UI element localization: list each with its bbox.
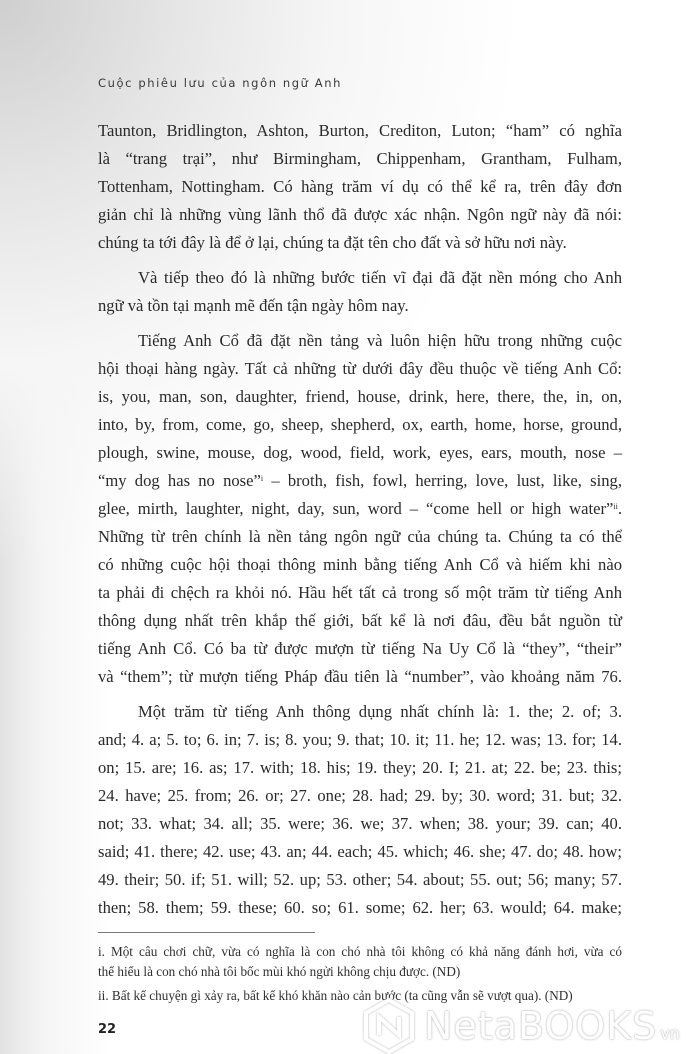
body-line: ta phải đi chệch ra khỏi nó. Hầu hết tất cả trong số một trăm từ tiếng Anh xyxy=(98,583,622,602)
body-line: then; 58. them; 59. these; 60. so; 61. some; 62. her; 63. would; 64. make; xyxy=(98,898,622,917)
footnote-ii: ii. Bất kể chuyện gì xảy ra, bất kể khó khăn nào cản bước (ta cũng vẫn sẽ vượt qua). (ND) xyxy=(98,988,573,1003)
netabooks-logo-icon xyxy=(362,997,416,1054)
netabooks-watermark xyxy=(362,996,692,1054)
body-line: and; 4. a; 5. to; 6. in; 7. is; 8. you; 9. that; 10. it; 11. he; 12. was; 13. for; 14. xyxy=(98,730,622,749)
body-line: tiếng Anh Cổ. Có ba từ được mượn từ tiếng Na Uy Cổ là “they”, “their” xyxy=(98,639,622,658)
body-line: ngữ và tồn tại mạnh mẽ đến tận ngày hôm nay. xyxy=(98,296,409,315)
body-text: . xyxy=(617,499,622,518)
body-line: said; 41. there; 42. use; 43. an; 44. each; 45. which; 46. she; 47. do; 48. how; xyxy=(98,842,622,861)
body-line: Và tiếp theo đó là những bước tiến vĩ đại đã đặt nền móng cho Anh xyxy=(138,268,622,287)
body-line: là “trang trại”, như Birmingham, Chippenham, Grantham, Fulham, xyxy=(98,149,622,168)
body-line: Một trăm từ tiếng Anh thông dụng nhất chính là: 1. the; 2. of; 3. xyxy=(138,702,622,721)
body-line: Tottenham, Nottingham. Có hàng trăm ví dụ có thể kể ra, trên đây đơn xyxy=(98,177,622,196)
footnote-ref-ii[interactable]: ii xyxy=(613,502,618,511)
body-line: Taunton, Bridlington, Ashton, Burton, Crediton, Luton; “ham” có nghĩa xyxy=(98,121,622,140)
body-line xyxy=(98,471,622,491)
footnote-i-line: thể hiểu là con chó nhà tôi bốc mùi khó ngửi không chịu được. (ND) xyxy=(98,964,461,979)
watermark-tld: vn xyxy=(660,1023,680,1043)
body-line: on; 15. are; 16. as; 17. with; 18. his; 19. they; 20. I; 21. at; 22. be; 23. this; xyxy=(98,758,622,777)
body-line: is, you, man, son, daughter, friend, house, drink, here, there, the, in, on, xyxy=(98,387,622,406)
footnote-ref-i[interactable]: i xyxy=(260,474,264,483)
body-text: glee, mirth, laughter, night, day, sun, word – “come hell or high water” xyxy=(98,499,614,518)
body-line: 24. have; 25. from; 26. or; 27. one; 28. had; 29. by; 30. word; 31. but; 32. xyxy=(98,786,622,805)
page-number: 22 xyxy=(98,1022,117,1037)
footnote-divider xyxy=(98,932,315,933)
body-line: Tiếng Anh Cổ đã đặt nền tảng và luôn hiện hữu trong những cuộc xyxy=(138,331,622,350)
body-line: 49. their; 50. if; 51. will; 52. up; 53. other; 54. about; 55. out; 56; many; 57. xyxy=(98,870,622,889)
body-line xyxy=(98,499,622,519)
quote-my-dog: “my dog has no nose” xyxy=(98,471,261,490)
body-line: thông dụng nhất trên khắp thế giới, bất kể là nơi đâu, đều bắt nguồn từ xyxy=(98,611,622,630)
body-text: – broth, fish, fowl, herring, love, lust, like, sing, xyxy=(263,471,622,490)
body-line: not; 33. what; 34. all; 35. were; 36. we; 37. when; 38. your; 39. can; 40. xyxy=(98,814,622,833)
body-line: hội thoại hàng ngày. Tất cả những từ dưới đây đều thuộc về tiếng Anh Cổ: xyxy=(98,359,622,378)
footnote-i-line: i. Một câu chơi chữ, vừa có nghĩa là con chó nhà tôi không có khả năng đánh hơi, vừa có xyxy=(98,944,622,959)
body-line: Những từ trên chính là nền tảng ngôn ngữ của chúng ta. Chúng ta có thể xyxy=(98,527,622,546)
body-line: có những cuộc hội thoại thông minh bằng tiếng Anh Cổ và hiếm khi nào xyxy=(98,555,622,574)
watermark-brand: NetaBOOKS xyxy=(424,1004,658,1048)
body-line: into, by, from, come, go, sheep, shepherd, ox, earth, home, horse, ground, xyxy=(98,415,622,434)
running-header: Cuộc phiêu lưu của ngôn ngữ Anh xyxy=(98,76,343,90)
body-line: chúng ta tới đây là để ở lại, chúng ta đặt tên cho đất và sở hữu nơi này. xyxy=(98,233,567,252)
body-line: plough, swine, mouse, dog, wood, field, work, eyes, ears, mouth, nose – xyxy=(98,443,622,462)
body-line: giản chỉ là những vùng lãnh thổ đã được xác nhận. Ngôn ngữ này đã nói: xyxy=(98,205,622,224)
body-line: và “them”; từ mượn tiếng Pháp đầu tiên là “number”, vào khoảng năm 76. xyxy=(98,667,622,686)
